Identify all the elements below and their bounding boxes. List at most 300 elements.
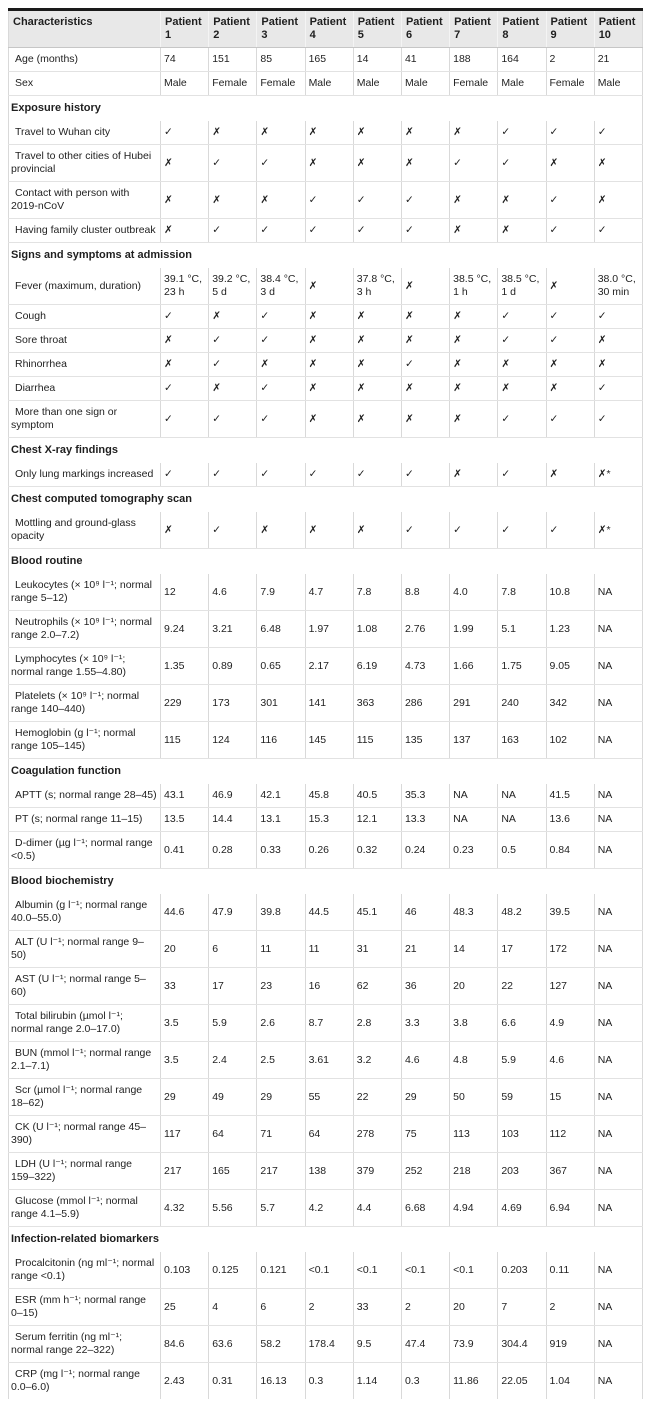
section-title: Chest X-ray findings [11,444,118,456]
cell-value: 20 [450,968,498,1005]
cell-value: ✗ [450,329,498,353]
cell-value: 137 [450,722,498,759]
cell-value: 4.0 [450,574,498,611]
cell-value: 0.89 [209,648,257,685]
cell-value: <0.1 [401,1252,449,1289]
patient-column-header: Patient 3 [257,10,305,48]
cell-value: 4.69 [498,1190,546,1227]
cell-value: NA [498,808,546,832]
cell-value: ✗ [161,329,209,353]
row-label: Serum ferritin (ng ml⁻¹; normal range 22–322) [9,1326,161,1363]
table-row [9,48,643,72]
cell-value: ✓ [498,463,546,487]
cell-value: ✓ [257,377,305,401]
cell-value: 14 [450,931,498,968]
cell-value: ✗ [450,182,498,219]
cell-value: 4.9 [546,1005,594,1042]
cell-value: ✗ [257,182,305,219]
cell-value: 9.05 [546,648,594,685]
cell-value: 7.8 [353,574,401,611]
cell-value: 8.8 [401,574,449,611]
row-label: Neutrophils (× 10⁹ l⁻¹; normal range 2.0–7.2) [9,611,161,648]
cell-value: ✓ [161,305,209,329]
row-label: Albumin (g l⁻¹; normal range 40.0–55.0) [9,894,161,931]
cell-value: 55 [305,1079,353,1116]
cell-value: ✗ [353,305,401,329]
cell-value: 0.121 [257,1252,305,1289]
table-row [9,968,643,1005]
cell-value: 0.11 [546,1252,594,1289]
cell-value: 163 [498,722,546,759]
cell-value: 124 [209,722,257,759]
patient-column-header: Patient 6 [401,10,449,48]
cell-value: 103 [498,1116,546,1153]
cell-value: 165 [305,48,353,72]
cell-value: ✗ [257,121,305,145]
cell-value: 2.17 [305,648,353,685]
cell-value: 117 [161,1116,209,1153]
cell-value: ✓ [209,219,257,243]
cell-value: ✗ [353,353,401,377]
section-row [9,487,643,513]
cell-value: 7 [498,1289,546,1326]
cell-value: 41.5 [546,784,594,808]
cell-value: ✓ [594,401,642,438]
cell-value: 85 [257,48,305,72]
cell-value: 0.31 [209,1363,257,1400]
row-label: Age (months) [9,48,161,72]
cell-value: 47.4 [401,1326,449,1363]
cell-value: 11 [305,931,353,968]
cell-value: Female [450,72,498,96]
table-row [9,685,643,722]
cell-value: 9.5 [353,1326,401,1363]
cell-value: ✓ [498,401,546,438]
cell-value: 41 [401,48,449,72]
cell-value: ✓ [209,401,257,438]
cell-value: 113 [450,1116,498,1153]
section-row [9,549,643,575]
row-label: Having family cluster outbreak [9,219,161,243]
cell-value: 84.6 [161,1326,209,1363]
cell-value: 29 [401,1079,449,1116]
cell-value: ✓ [401,512,449,549]
cell-value: 363 [353,685,401,722]
cell-value: ✓ [305,219,353,243]
cell-value: ✗ [257,512,305,549]
cell-value: ✓ [353,219,401,243]
cell-value: 17 [209,968,257,1005]
cell-value: ✓ [546,182,594,219]
cell-value: 278 [353,1116,401,1153]
cell-value: ✗ [546,268,594,305]
row-label: ESR (mm h⁻¹; normal range 0–15) [9,1289,161,1326]
cell-value: 31 [353,931,401,968]
cell-value: 4.6 [209,574,257,611]
cell-value: ✓ [594,121,642,145]
cell-value: 20 [161,931,209,968]
table-row [9,611,643,648]
cell-value: ✗ [450,353,498,377]
cell-value: ✗ [305,512,353,549]
cell-value: 1.08 [353,611,401,648]
cell-value: NA [594,808,642,832]
cell-value: 29 [257,1079,305,1116]
cell-value: 304.4 [498,1326,546,1363]
cell-value: ✗ [161,145,209,182]
row-label: Hemoglobin (g l⁻¹; normal range 105–145) [9,722,161,759]
cell-value: ✓ [498,145,546,182]
cell-value: ✓ [546,219,594,243]
cell-value: 240 [498,685,546,722]
cell-value: 4.4 [353,1190,401,1227]
cell-value: 48.3 [450,894,498,931]
cell-value: 2.8 [353,1005,401,1042]
cell-value: 252 [401,1153,449,1190]
cell-value: 2.43 [161,1363,209,1400]
cell-value: ✓ [498,512,546,549]
cell-value: 2.4 [209,1042,257,1079]
row-label: Cough [9,305,161,329]
table-row [9,1289,643,1326]
cell-value: 38.0 °C, 30 min [594,268,642,305]
cell-value: 127 [546,968,594,1005]
cell-value: 39.8 [257,894,305,931]
cell-value: NA [594,1252,642,1289]
table-row [9,1079,643,1116]
patient-column-header: Patient 8 [498,10,546,48]
cell-value: 71 [257,1116,305,1153]
patient-column-header: Patient 7 [450,10,498,48]
cell-value: 64 [305,1116,353,1153]
cell-value: 6 [209,931,257,968]
cell-value: ✓ [546,121,594,145]
cell-value: 188 [450,48,498,72]
cell-value: 5.1 [498,611,546,648]
cell-value: 38.5 °C, 1 h [450,268,498,305]
cell-value: 2 [401,1289,449,1326]
cell-value: ✗ [546,145,594,182]
cell-value: ✓ [401,463,449,487]
cell-value: ✗ [401,305,449,329]
cell-value: 0.103 [161,1252,209,1289]
cell-value: 1.99 [450,611,498,648]
row-label: BUN (mmol l⁻¹; normal range 2.1–7.1) [9,1042,161,1079]
cell-value: 1.66 [450,648,498,685]
cell-value: 4.94 [450,1190,498,1227]
cell-value: ✗ [353,377,401,401]
cell-value: NA [594,1289,642,1326]
cell-value: 4.32 [161,1190,209,1227]
table-row [9,353,643,377]
cell-value: Female [209,72,257,96]
cell-value: ✓ [594,377,642,401]
patient-column-header: Patient 10 [594,10,642,48]
cell-value: 1.14 [353,1363,401,1400]
cell-value: ✗ [353,512,401,549]
cell-value: ✗ [305,353,353,377]
table-body [9,48,643,1400]
cell-value: 3.5 [161,1005,209,1042]
cell-value: 22 [353,1079,401,1116]
cell-value: 7.8 [498,574,546,611]
table-row [9,219,643,243]
cell-value: ✗* [594,512,642,549]
cell-value: ✗ [353,121,401,145]
cell-value: 12.1 [353,808,401,832]
row-label: Travel to Wuhan city [9,121,161,145]
cell-value: 2 [546,1289,594,1326]
cell-value: 48.2 [498,894,546,931]
cell-value: 59 [498,1079,546,1116]
cell-value: ✗ [305,268,353,305]
cell-value: 3.5 [161,1042,209,1079]
cell-value: 20 [450,1289,498,1326]
cell-value: 44.5 [305,894,353,931]
cell-value: Female [546,72,594,96]
cell-value: NA [594,574,642,611]
cell-value: 151 [209,48,257,72]
cell-value: NA [450,808,498,832]
cell-value: 6.48 [257,611,305,648]
row-label: Sore throat [9,329,161,353]
cell-value: 0.32 [353,832,401,869]
table-row [9,145,643,182]
table-row [9,1042,643,1079]
cell-value: NA [594,894,642,931]
cell-value: 141 [305,685,353,722]
cell-value: 0.84 [546,832,594,869]
cell-value: 3.61 [305,1042,353,1079]
cell-value: 2 [305,1289,353,1326]
cell-value: 1.75 [498,648,546,685]
cell-value: NA [594,648,642,685]
cell-value: Male [498,72,546,96]
cell-value: 11 [257,931,305,968]
cell-value: 0.24 [401,832,449,869]
cell-value: 14.4 [209,808,257,832]
cell-value: ✗ [450,121,498,145]
cell-value: ✗ [209,377,257,401]
cell-value: ✗ [257,353,305,377]
cell-value: 21 [594,48,642,72]
row-label: Mottling and ground-glass opacity [9,512,161,549]
section-title: Blood routine [11,555,83,567]
cell-value: 2.6 [257,1005,305,1042]
cell-value: <0.1 [450,1252,498,1289]
cell-value: 14 [353,48,401,72]
cell-value: 173 [209,685,257,722]
cell-value: <0.1 [305,1252,353,1289]
cell-value: 62 [353,968,401,1005]
cell-value: ✗ [401,377,449,401]
row-label: ALT (U l⁻¹; normal range 9–50) [9,931,161,968]
cell-value: 6 [257,1289,305,1326]
cell-value: 15.3 [305,808,353,832]
table-row [9,377,643,401]
table-row [9,182,643,219]
cell-value: ✓ [209,353,257,377]
cell-value: ✓ [353,182,401,219]
cell-value: 286 [401,685,449,722]
section-title: Blood biochemistry [11,875,114,887]
cell-value: 102 [546,722,594,759]
table-header [9,10,643,48]
cell-value: 1.23 [546,611,594,648]
cell-value: 40.5 [353,784,401,808]
cell-value: ✓ [257,401,305,438]
section-row [9,96,643,122]
cell-value: 23 [257,968,305,1005]
section-title: Exposure history [11,102,101,114]
cell-value: 3.21 [209,611,257,648]
cell-value: 229 [161,685,209,722]
cell-value: ✓ [498,305,546,329]
row-label: Contact with person with 2019-nCoV [9,182,161,219]
cell-value: 38.5 °C, 1 d [498,268,546,305]
cell-value: 6.6 [498,1005,546,1042]
cell-value: <0.1 [353,1252,401,1289]
patient-column-header: Patient 4 [305,10,353,48]
section-row [9,759,643,785]
section-row [9,438,643,464]
row-label: LDH (U l⁻¹; normal range 159–322) [9,1153,161,1190]
cell-value: ✓ [546,329,594,353]
cell-value: ✗ [594,145,642,182]
cell-value: ✗ [353,145,401,182]
cell-value: ✓ [161,377,209,401]
cell-value: ✗ [209,305,257,329]
cell-value: 13.3 [401,808,449,832]
cell-value: ✓ [257,305,305,329]
cell-value: 6.19 [353,648,401,685]
row-label: Procalcitonin (ng ml⁻¹; normal range <0.1) [9,1252,161,1289]
cell-value: ✗ [209,182,257,219]
cell-value: 75 [401,1116,449,1153]
cell-value: 291 [450,685,498,722]
row-label: Total bilirubin (µmol l⁻¹; normal range 2.0–17.0) [9,1005,161,1042]
cell-value: 43.1 [161,784,209,808]
cell-value: ✓ [257,329,305,353]
cell-value: 1.35 [161,648,209,685]
cell-value: 46.9 [209,784,257,808]
cell-value: ✗ [498,182,546,219]
cell-value: 73.9 [450,1326,498,1363]
cell-value: 1.97 [305,611,353,648]
table-row [9,268,643,305]
cell-value: 2.5 [257,1042,305,1079]
row-label: Travel to other cities of Hubei provincial [9,145,161,182]
cell-value: ✗ [498,377,546,401]
cell-value: 2 [546,48,594,72]
cell-value: 115 [353,722,401,759]
cell-value: 6.68 [401,1190,449,1227]
cell-value: ✓ [401,353,449,377]
cell-value: 10.8 [546,574,594,611]
table-row [9,1190,643,1227]
cell-value: 0.203 [498,1252,546,1289]
cell-value: 13.6 [546,808,594,832]
table-row [9,1005,643,1042]
table-row [9,648,643,685]
cell-value: Male [594,72,642,96]
cell-value: 4.2 [305,1190,353,1227]
cell-value: 1.04 [546,1363,594,1400]
table-row [9,1326,643,1363]
cell-value: 5.56 [209,1190,257,1227]
cell-value: ✓ [594,305,642,329]
cell-value: ✓ [161,401,209,438]
cell-value: 3.3 [401,1005,449,1042]
cell-value: 50 [450,1079,498,1116]
table-row [9,722,643,759]
cell-value: ✗ [594,329,642,353]
cell-value: ✗ [401,401,449,438]
table-row [9,784,643,808]
cell-value: 74 [161,48,209,72]
cell-value: 4 [209,1289,257,1326]
cell-value: ✓ [401,219,449,243]
cell-value: 218 [450,1153,498,1190]
cell-value: 47.9 [209,894,257,931]
cell-value: 0.3 [305,1363,353,1400]
cell-value: 0.26 [305,832,353,869]
cell-value: ✗ [498,353,546,377]
section-title: Coagulation function [11,765,121,777]
cell-value: 172 [546,931,594,968]
row-label: PT (s; normal range 11–15) [9,808,161,832]
cell-value: 112 [546,1116,594,1153]
cell-value: ✗ [353,329,401,353]
cell-value: ✓ [161,121,209,145]
cell-value: ✓ [594,219,642,243]
cell-value: 5.7 [257,1190,305,1227]
cell-value: ✓ [305,463,353,487]
cell-value: 39.2 °C, 5 d [209,268,257,305]
cell-value: 42.1 [257,784,305,808]
characteristics-column-header: Characteristics [9,10,161,48]
cell-value: 22 [498,968,546,1005]
cell-value: NA [594,1116,642,1153]
row-label: Platelets (× 10⁹ l⁻¹; normal range 140–440) [9,685,161,722]
table-row [9,808,643,832]
table-row [9,894,643,931]
cell-value: ✗* [594,463,642,487]
table-row [9,1153,643,1190]
cell-value: ✗ [161,353,209,377]
table-row [9,832,643,869]
cell-value: NA [450,784,498,808]
cell-value: 379 [353,1153,401,1190]
cell-value: ✗ [450,305,498,329]
table-row [9,1252,643,1289]
patient-column-header: Patient 5 [353,10,401,48]
row-label: Scr (µmol l⁻¹; normal range 18–62) [9,1079,161,1116]
cell-value: NA [594,1079,642,1116]
cell-value: ✓ [450,512,498,549]
cell-value: 165 [209,1153,257,1190]
cell-value: NA [594,611,642,648]
patient-column-header: Patient 9 [546,10,594,48]
cell-value: 919 [546,1326,594,1363]
cell-value: 0.28 [209,832,257,869]
cell-value: ✗ [401,329,449,353]
cell-value: ✗ [546,353,594,377]
table-row [9,329,643,353]
cell-value: ✓ [546,512,594,549]
cell-value: ✗ [209,121,257,145]
cell-value: ✗ [305,145,353,182]
